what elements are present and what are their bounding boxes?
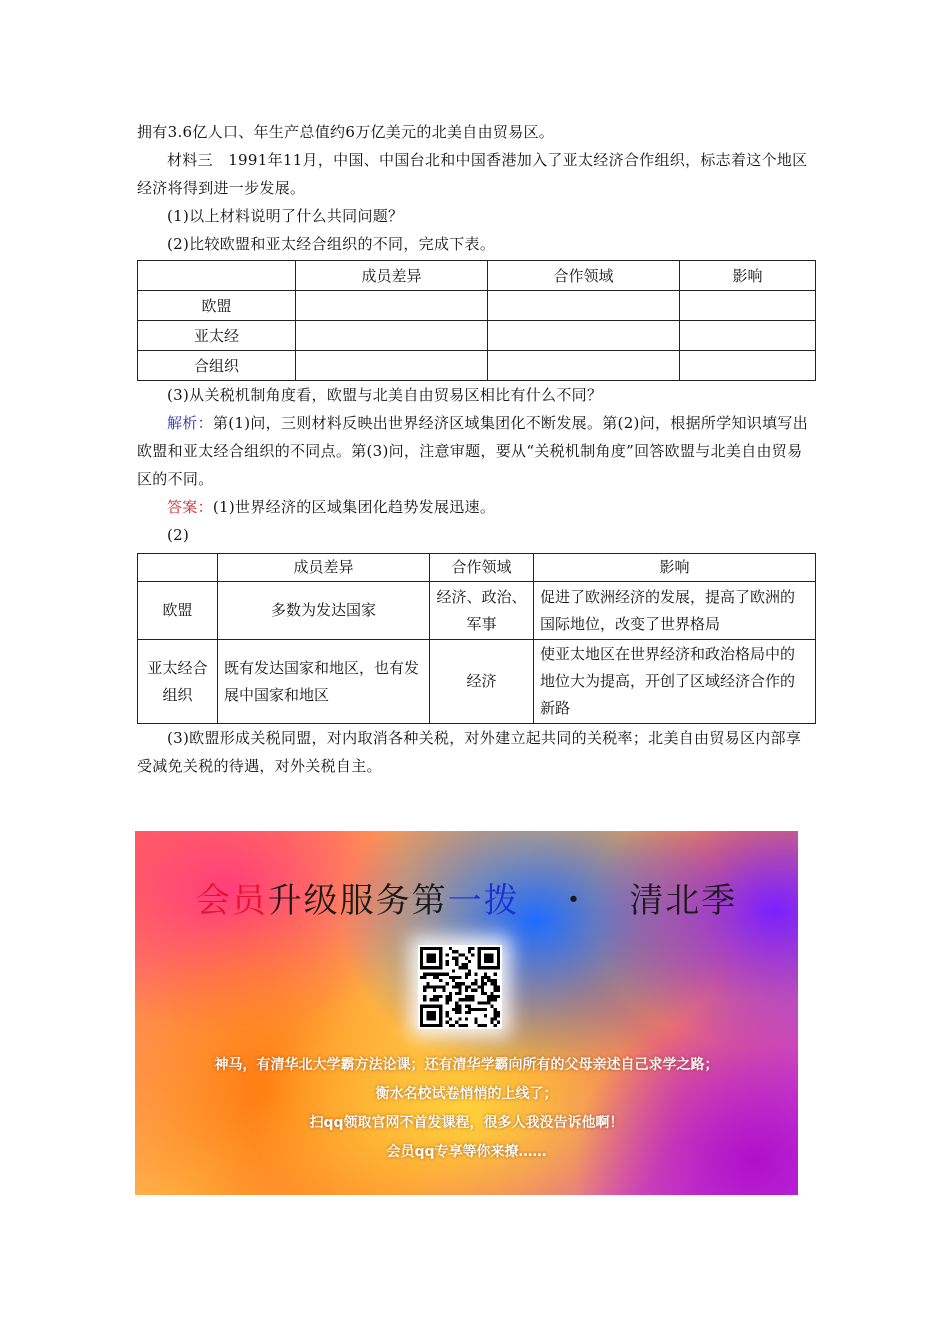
- table-cell: 使亚太地区在世界经济和政治格局中的地位大为提高，开创了区域经济合作的新路: [534, 640, 816, 724]
- answer-3: (3)欧盟形成关税同盟，对内取消各种关税，对外建立起共同的关税率；北美自由贸易区内部享受减免关税的待遇，对外关税自主。: [137, 729, 802, 775]
- paragraph-material-three: 材料三 1991年11月，中国、中国台北和中国香港加入了亚太经济合作组织，标志着这个地区经济将得到进一步发展。: [137, 151, 808, 197]
- banner-title: [135, 873, 798, 922]
- blank-cell: [296, 291, 488, 321]
- banner-line: 衡水名校试卷悄悄的上线了；: [375, 1086, 558, 1102]
- table-cell: 亚太经合组织: [138, 640, 218, 724]
- banner-line: 会员qq专享等你来撩……: [386, 1144, 547, 1160]
- banner-text-lines: [135, 1051, 798, 1167]
- document-body: [137, 118, 815, 780]
- row-label: 亚太经: [138, 321, 296, 351]
- table-header-cell: 成员差异: [296, 261, 488, 291]
- blank-cell: [296, 321, 488, 351]
- banner-title-part: 升级服务第: [267, 881, 448, 921]
- banner-title-red: 会员: [195, 881, 268, 921]
- table-cell: 经济、政治、军事: [430, 582, 534, 640]
- question-1: (1)以上材料说明了什么共同问题？: [167, 207, 404, 225]
- banner-title-part: 清北季: [629, 881, 738, 921]
- table-row: [138, 582, 816, 640]
- paragraph-material-two-end: 拥有3.6亿人口、年生产总值约6万亿美元的北美自由贸易区。: [137, 123, 555, 141]
- answer-text-1: (1)世界经济的区域集团化趋势发展迅速。: [212, 498, 496, 516]
- table-cell: 经济: [430, 640, 534, 724]
- row-label: 欧盟: [138, 291, 296, 321]
- analysis-paragraph: [137, 409, 815, 493]
- table-header-cell: 影响: [680, 261, 816, 291]
- table-row: [138, 321, 816, 351]
- banner-line: 扫qq领取官网不首发课程，很多人我没告诉他啊！: [309, 1115, 624, 1131]
- table-row: [138, 291, 816, 321]
- question-2: (2)比较欧盟和亚太经合组织的不同，完成下表。: [167, 235, 496, 253]
- table-header-row: [138, 554, 816, 582]
- table-header-cell: 成员差异: [218, 554, 430, 582]
- table-cell: 既有发达国家和地区，也有发展中国家和地区: [218, 640, 430, 724]
- blank-cell: [488, 321, 680, 351]
- answer-label: 答案：: [167, 498, 213, 516]
- analysis-text: 第(1)问，三则材料反映出世界经济区域集团化不断发展。第(2)问，根据所学知识填写出欧盟和亚太经合组织的不同点。第(3)问，注意审题，要从“关税机制角度”回答欧盟与北美自由贸易区的不同。: [137, 414, 809, 488]
- banner-line: 神马，有清华北大学霸方法论课；还有清华学霸向所有的父母亲述自己求学之路；: [214, 1057, 719, 1073]
- banner-title-blue: 一拨: [447, 881, 520, 921]
- table-row: [138, 640, 816, 724]
- table-header-row: [138, 261, 816, 291]
- blank-cell: [680, 321, 816, 351]
- table-header-cell: 合作领域: [430, 554, 534, 582]
- table-cell: 欧盟: [138, 582, 218, 640]
- row-label: 合组织: [138, 351, 296, 381]
- blank-cell: [680, 351, 816, 381]
- table-cell: 多数为发达国家: [218, 582, 430, 640]
- banner-title-separator: ・: [556, 881, 593, 921]
- qr-code-icon[interactable]: [418, 945, 502, 1029]
- answer-paragraph: [137, 493, 815, 521]
- answer-comparison-table: [137, 553, 816, 724]
- table-row: [138, 351, 816, 381]
- question-3: (3)从关税机制角度看，欧盟与北美自由贸易区相比有什么不同？: [167, 386, 603, 404]
- blank-comparison-table: [137, 260, 816, 381]
- blank-cell: [296, 351, 488, 381]
- blank-cell: [488, 351, 680, 381]
- blank-cell: [680, 291, 816, 321]
- blank-cell: [488, 291, 680, 321]
- answer-2-label: (2): [167, 526, 190, 544]
- table-header-cell: 合作领域: [488, 261, 680, 291]
- promo-banner: [135, 831, 798, 1195]
- table-header-cell: [138, 261, 296, 291]
- table-header-cell: 影响: [534, 554, 816, 582]
- table-cell: 促进了欧洲经济的发展，提高了欧洲的国际地位，改变了世界格局: [534, 582, 816, 640]
- table-header-cell: [138, 554, 218, 582]
- analysis-label: 解析：: [167, 414, 213, 432]
